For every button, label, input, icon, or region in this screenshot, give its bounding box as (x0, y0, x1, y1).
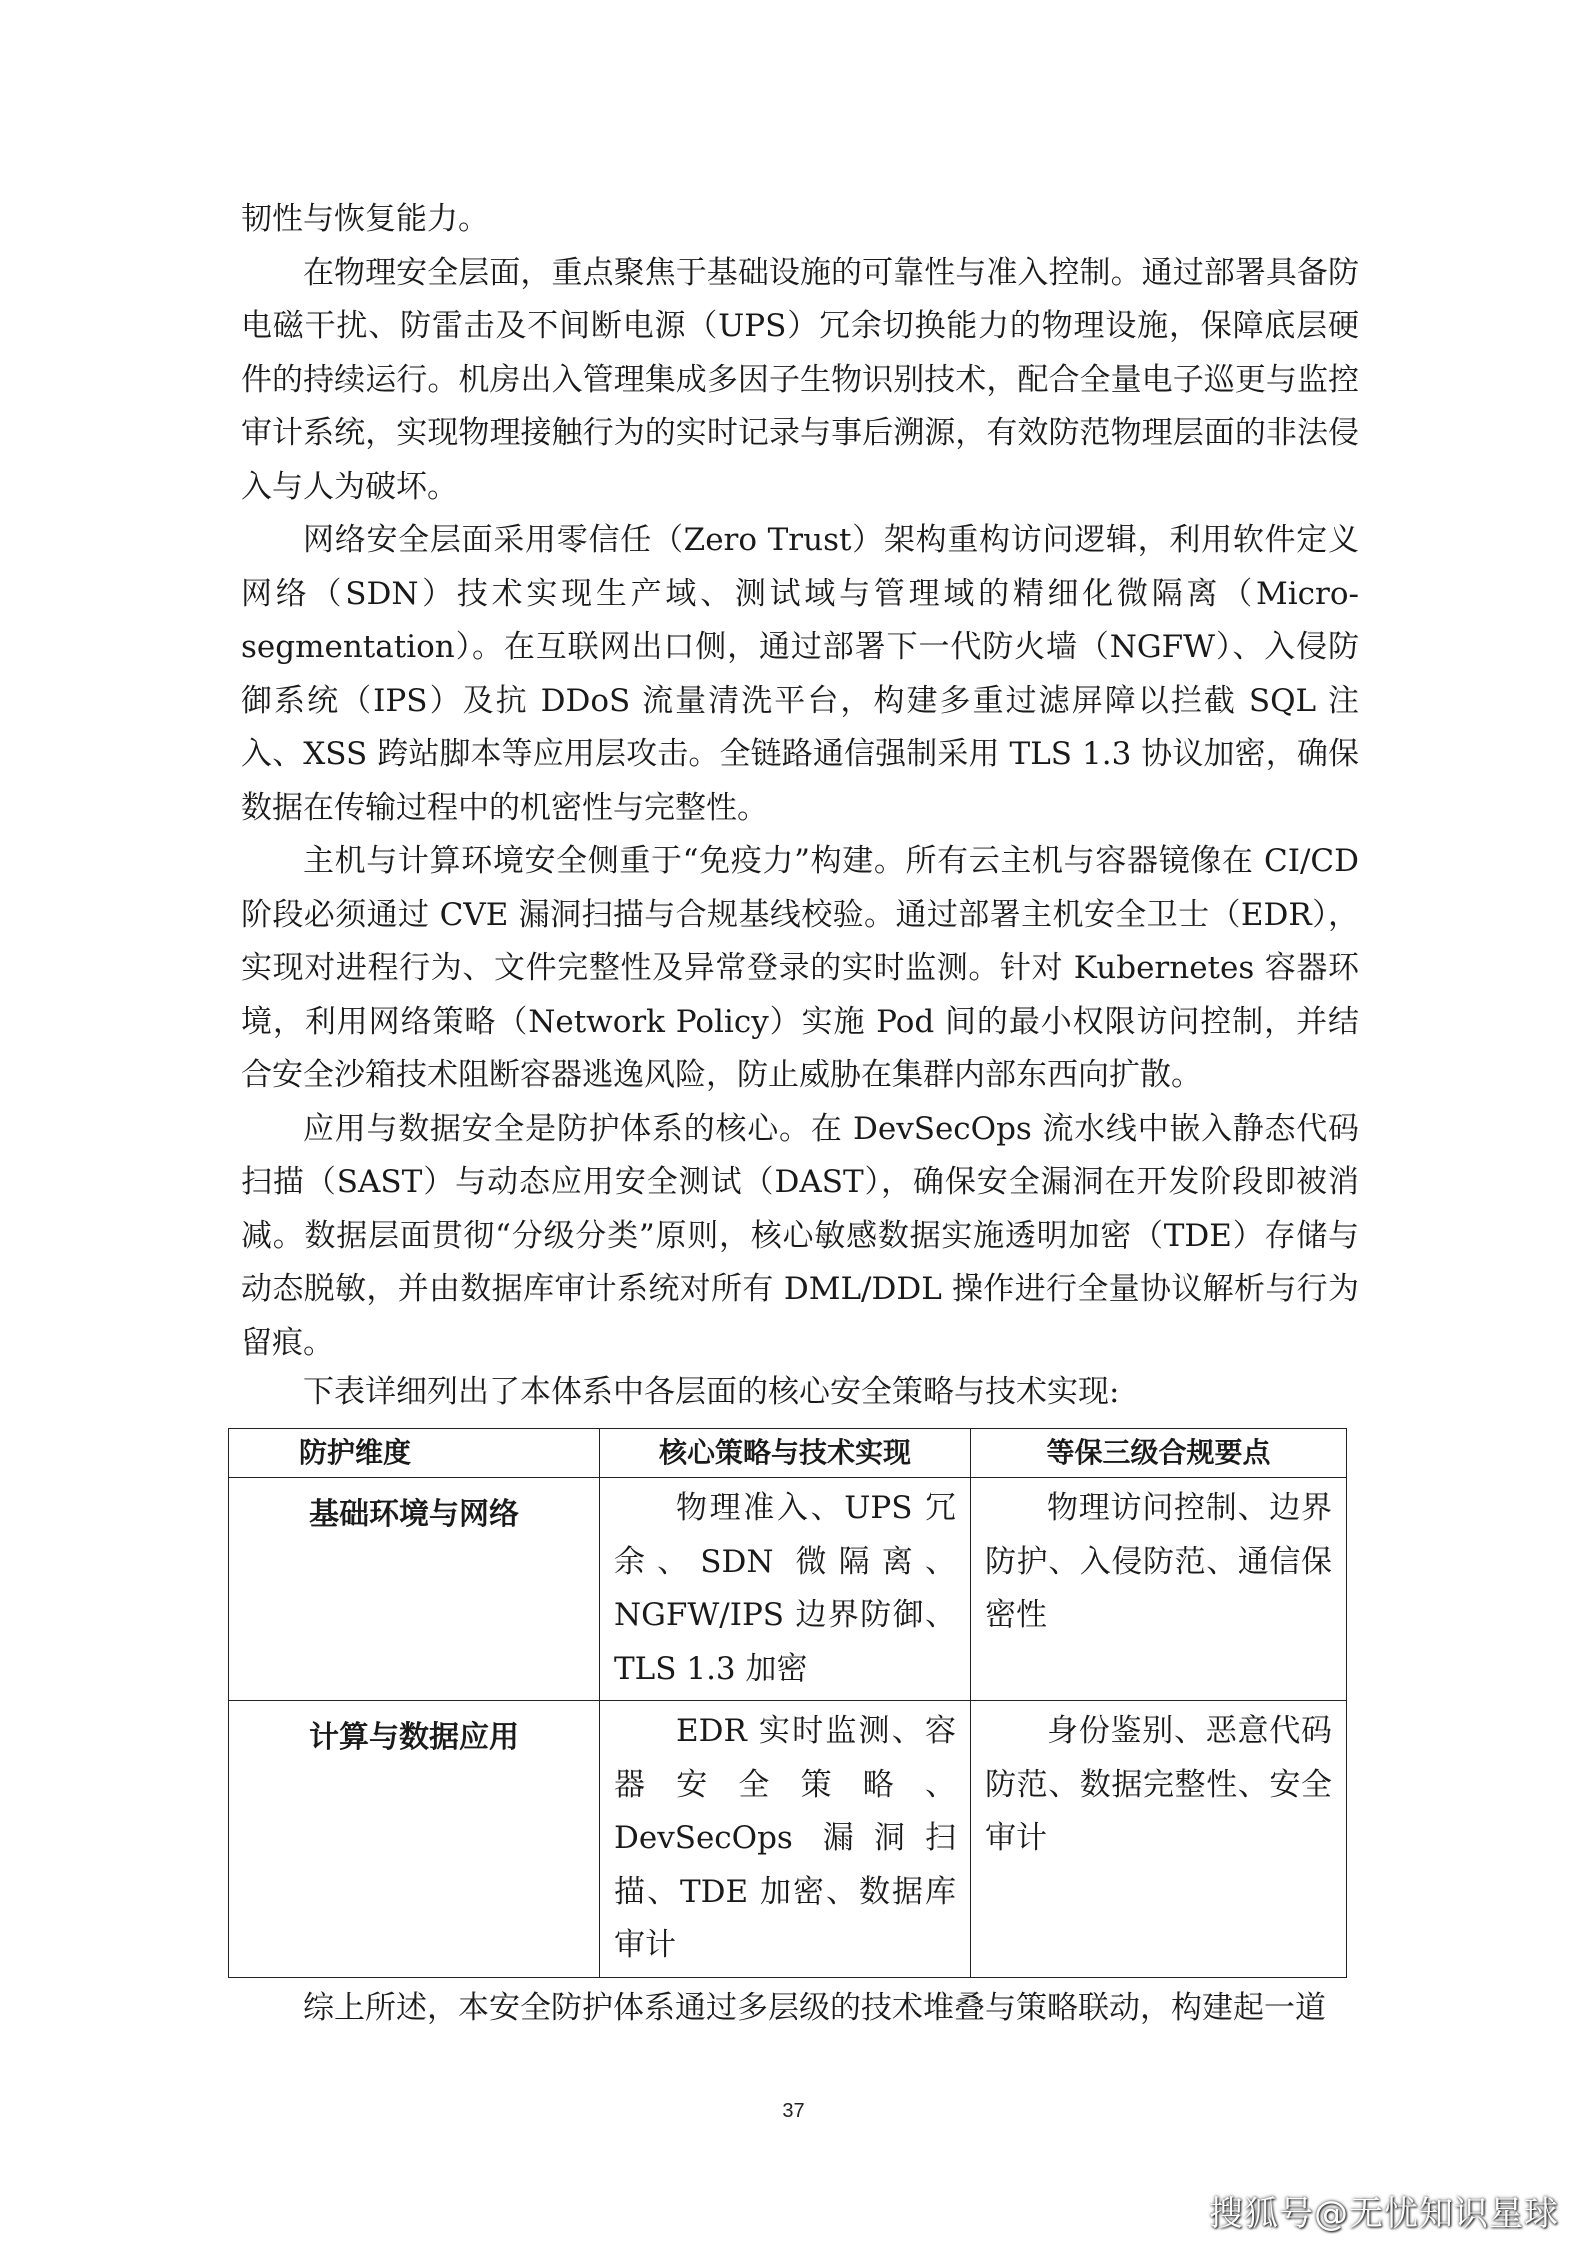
table-header-row (229, 1429, 1347, 1478)
paragraph-network-security: 网络安全层面采用零信任（Zero Trust）架构重构访问逻辑，利用软件定义网络（SDN）技术实现生产域、测试域与管理域的精细化微隔离（Micro-segmentation）。在互联网出口侧，通过部署下一代防火墙（NGFW）、入侵防御系统（IPS）及抗 DDoS 流量清洗平台，构建多重过滤屏障以拦截 SQL 注入、XSS 跨站脚本等应用层攻击。全链路通信强制采用 TLS 1.3 协议加密，确保数据在传输过程中的机密性与完整性。 (241, 522, 1359, 826)
paragraph-summary: 综上所述，本安全防护体系通过多层级的技术堆叠与策略联动，构建起一道 (303, 1990, 1326, 2026)
row-dimension: 计算与数据应用 (229, 1701, 600, 1978)
header-dimension: 防护维度 (229, 1429, 600, 1478)
paragraph-physical-security: 在物理安全层面，重点聚焦于基础设施的可靠性与准入控制。通过部署具备防电磁干扰、防雷击及不间断电源（UPS）冗余切换能力的物理设施，保障底层硬件的持续运行。机房出入管理集成多因子生物识别技术，配合全量电子巡更与监控审计系统，实现物理接触行为的实时记录与事后溯源，有效防范物理层面的非法侵入与人为破坏。 (241, 254, 1359, 505)
row-strategy: EDR 实时监测、容器安全策略、DevSecOps 漏洞扫描、TDE 加密、数据库审计 (600, 1701, 971, 1978)
row-compliance: 身份鉴别、恶意代码防范、数据完整性、安全审计 (971, 1701, 1347, 1978)
table-caption: 下表详细列出了本体系中各层面的核心安全策略与技术实现: (303, 1374, 1120, 1410)
row-strategy: 物理准入、UPS 冗余、SDN 微隔离、NGFW/IPS 边界防御、TLS 1.3 加密 (600, 1478, 971, 1701)
watermark: 搜狐号@无忧知识星球 (1209, 2194, 1559, 2234)
closing-section (241, 1982, 1359, 2036)
paragraph-host-security: 主机与计算环境安全侧重于“免疫力”构建。所有云主机与容器镜像在 CI/CD 阶段必须通过 CVE 漏洞扫描与合规基线校验。通过部署主机安全卫士（EDR），实现对进程行为、文件完整性及异常登录的实时监测。针对 Kubernetes 容器环境，利用网络策略（Network Policy）实施 Pod 间的最小权限访问控制，并结合安全沙箱技术阻断容器逃逸风险，防止威胁在集群内部东西向扩散。 (241, 843, 1359, 1093)
document-body (241, 193, 1359, 1415)
header-strategy: 核心策略与技术实现 (600, 1429, 971, 1478)
paragraph-continuation: 韧性与恢复能力。 (241, 201, 489, 237)
row-dimension: 基础环境与网络 (229, 1478, 600, 1701)
table-row (229, 1478, 1347, 1701)
row-compliance: 物理访问控制、边界防护、入侵防范、通信保密性 (971, 1478, 1347, 1701)
paragraph-app-data-security: 应用与数据安全是防护体系的核心。在 DevSecOps 流水线中嵌入静态代码扫描（SAST）与动态应用安全测试（DAST），确保安全漏洞在开发阶段即被消减。数据层面贯彻“分级分类”原则，核心敏感数据实施透明加密（TDE）存储与动态脱敏，并由数据库审计系统对所有 DML/DDL 操作进行全量协议解析与行为留痕。 (241, 1110, 1359, 1361)
page-number: 37 (782, 2100, 805, 2122)
table-row (229, 1701, 1347, 1978)
security-policy-table (228, 1428, 1347, 1978)
header-compliance: 等保三级合规要点 (971, 1429, 1347, 1478)
